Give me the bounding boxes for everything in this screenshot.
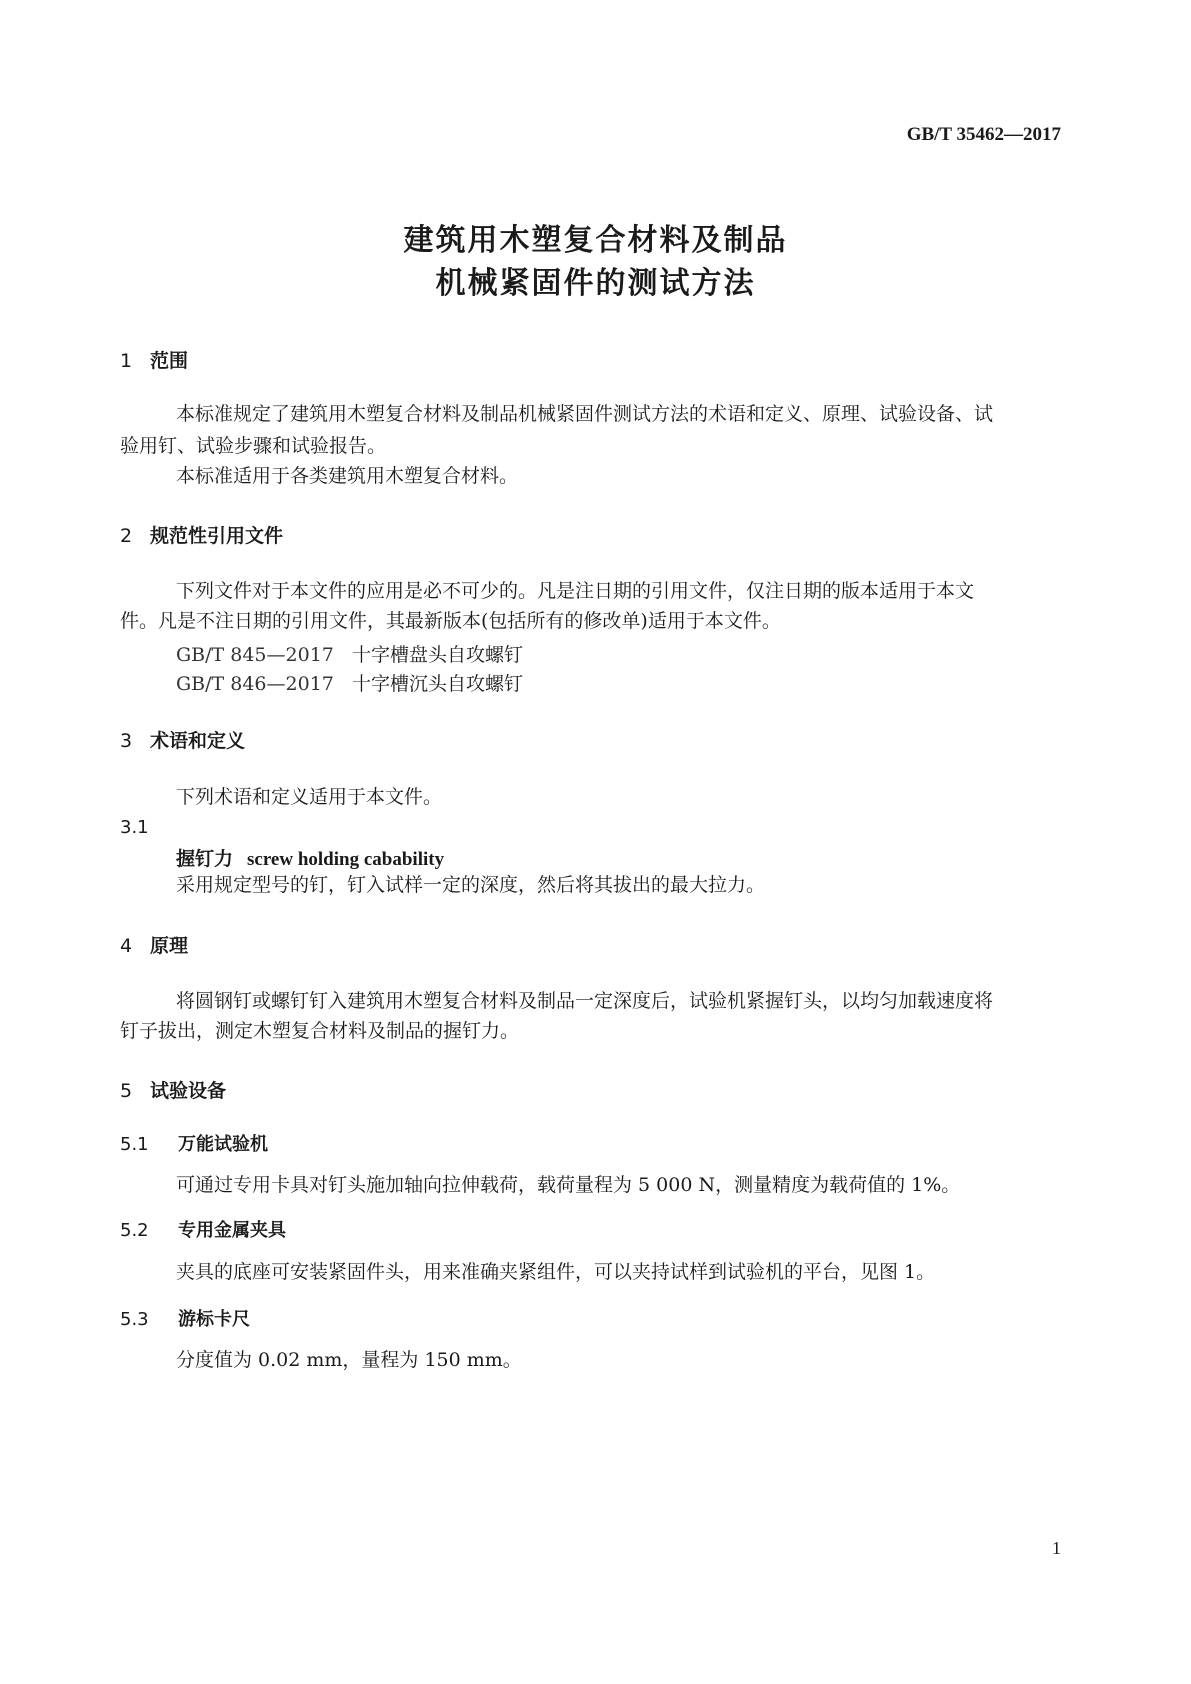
subsection-title: 专用金属夹具	[178, 1220, 286, 1241]
section-4-paragraph-line-1: 将圆钢钉或螺钉钉入建筑用木塑复合材料及制品一定深度后，试验机紧握钉头，以均匀加载速度将	[176, 990, 994, 1012]
subsection-5-3-heading	[120, 1305, 250, 1331]
section-number: 4	[120, 935, 133, 957]
term-definition: 采用规定型号的钉，钉入试样一定的深度，然后将其拔出的最大拉力。	[176, 874, 766, 896]
section-number: 1	[120, 350, 133, 372]
term-heading	[176, 844, 444, 871]
reference-item	[176, 669, 523, 696]
section-1-paragraph-1-line-2: 验用钉、试验步骤和试验报告。	[120, 435, 387, 457]
section-1-paragraph-1-line-1: 本标准规定了建筑用木塑复合材料及制品机械紧固件测试方法的术语和定义、原理、试验设备、试	[176, 403, 994, 425]
section-3-heading	[120, 726, 245, 753]
term-english: screw holding cabability	[247, 849, 445, 870]
subsection-5-2-heading	[120, 1216, 286, 1242]
document-title-line2: 机械紧固件的测试方法	[435, 266, 756, 301]
subsection-5-2-text: 夹具的底座可安装紧固件头，用来准确夹紧组件，可以夹持试样到试验机的平台，见图 1。	[176, 1261, 936, 1283]
section-title: 规范性引用文件	[150, 525, 284, 547]
section-2-heading	[120, 521, 283, 548]
document-title-line1: 建筑用木塑复合材料及制品	[403, 223, 788, 258]
subsection-number: 5.2	[120, 1220, 149, 1241]
section-title: 术语和定义	[150, 730, 246, 752]
subsection-title: 万能试验机	[178, 1134, 268, 1155]
standard-number: GB/T 35462—2017	[906, 124, 1061, 145]
section-title: 试验设备	[150, 1080, 227, 1102]
subsection-number: 5.3	[120, 1309, 149, 1330]
section-number: 5	[120, 1080, 133, 1102]
section-1-paragraph-2: 本标准适用于各类建筑用木塑复合材料。	[176, 465, 519, 487]
reference-name: 十字槽盘头自攻螺钉	[352, 644, 524, 666]
section-4-paragraph-line-2: 钉子拔出，测定木塑复合材料及制品的握钉力。	[120, 1020, 520, 1042]
reference-code: GB/T 846—2017	[176, 673, 334, 695]
reference-item	[176, 640, 523, 667]
term-number: 3.1	[120, 817, 149, 838]
term-chinese: 握钉力	[176, 848, 234, 870]
section-title: 原理	[150, 935, 189, 957]
section-title: 范围	[150, 350, 189, 372]
subsection-5-1-heading	[120, 1130, 268, 1156]
page-number: 1	[1052, 1538, 1061, 1558]
reference-code: GB/T 845—2017	[176, 644, 334, 666]
subsection-5-3-text: 分度值为 0.02 mm，量程为 150 mm。	[176, 1349, 522, 1371]
subsection-number: 5.1	[120, 1134, 149, 1155]
subsection-5-1-text: 可通过专用卡具对钉头施加轴向拉伸载荷，载荷量程为 5 000 N，测量精度为载荷值的 1%。	[176, 1174, 961, 1196]
section-5-heading	[120, 1076, 226, 1103]
section-number: 3	[120, 730, 133, 752]
reference-name: 十字槽沉头自攻螺钉	[352, 673, 524, 695]
section-4-heading	[120, 931, 188, 958]
subsection-title: 游标卡尺	[178, 1309, 250, 1330]
section-2-paragraph-line-1: 下列文件对于本文件的应用是必不可少的。凡是注日期的引用文件，仅注日期的版本适用于本文	[176, 580, 975, 602]
section-2-paragraph-line-2: 件。凡是不注日期的引用文件，其最新版本(包括所有的修改单)适用于本文件。	[120, 610, 781, 632]
section-1-heading	[120, 346, 188, 373]
section-number: 2	[120, 525, 133, 547]
section-3-paragraph: 下列术语和定义适用于本文件。	[176, 786, 443, 808]
